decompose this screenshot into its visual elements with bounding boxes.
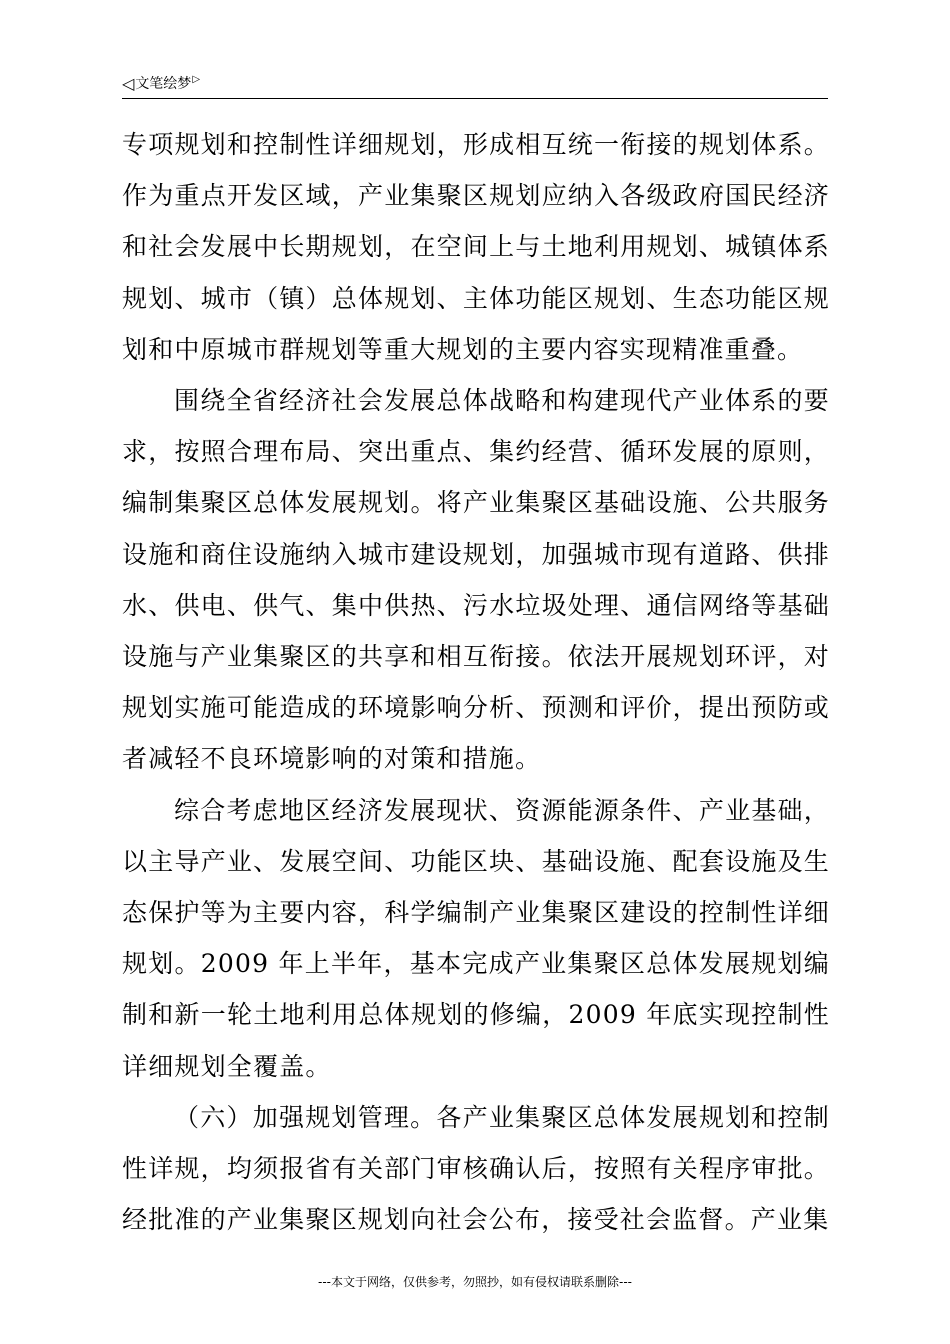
page-header [122,74,828,99]
paragraph-2: 围绕全省经济社会发展总体战略和构建现代产业体系的要求，按照合理布局、突出重点、集约经营、循环发展的原则，编制集聚区总体发展规划。将产业集聚区基础设施、公共服务设施和商住设施纳入城市建设规划，加强城市现有道路、供排水、供电、供气、集中供热、污水垃圾处理、通信网络等基础设施与产业集聚区的共享和相互衔接。依法开展规划环评，对规划实施可能造成的环境影响分析、预测和评价，提出预防或者减轻不良环境影响的对策和措施。 [122,386,830,774]
triangle-left-icon: ◁ [122,74,135,93]
triangle-right-icon: ▷ [192,74,201,85]
paragraph-1: 专项规划和控制性详细规划，形成相互统一衔接的规划体系。作为重点开发区域，产业集聚区规划应纳入各级政府国民经济和社会发展中长期规划，在空间上与土地利用规划、城镇体系规划、城市（镇）总体规划、主体功能区规划、生态功能区规划和中原城市群规划等重大规划的主要内容实现精准重叠。 [122,130,830,364]
page-footer: ---本文于网络，仅供参考，勿照抄，如有侵权请联系删除--- [318,1275,632,1289]
document-body [122,119,830,1245]
paragraph-4: （六）加强规划管理。各产业集聚区总体发展规划和控制性详规，均须报省有关部门审核确认后，按照有关程序审批。经批准的产业集聚区规划向社会公布，接受社会监督。产业集 [122,1102,830,1235]
paragraph-3: 综合考虑地区经济发展现状、资源能源条件、产业基础，以主导产业、发展空间、功能区块、基础设施、配套设施及生态保护等为主要内容，科学编制产业集聚区建设的控制性详细规划。2009 年上半年，基本完成产业集聚区总体发展规划编制和新一轮土地利用总体规划的修编，2009 年底实现控制性详细规划全覆盖。 [122,795,830,1081]
header-title [122,74,200,94]
header-title-text: 文笔绘梦 [135,76,192,92]
